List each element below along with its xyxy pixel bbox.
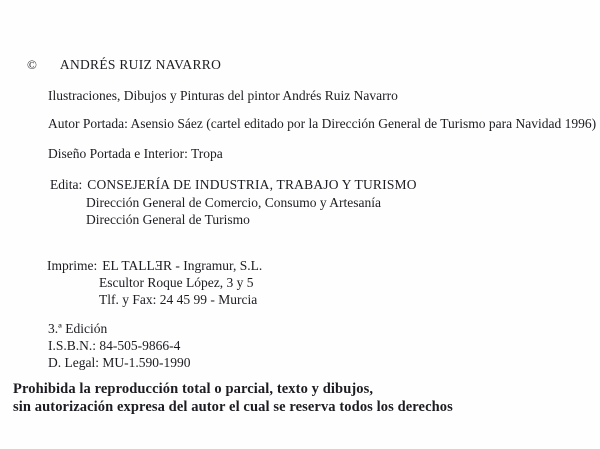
publisher-subline: Dirección General de Turismo bbox=[86, 212, 250, 227]
printer-phone-line: Tlf. y Fax: 24 45 99 - Murcia bbox=[99, 292, 258, 307]
copyright-line bbox=[27, 57, 221, 74]
design-credit-line: Diseño Portada e Interior: Tropa bbox=[48, 146, 223, 161]
publisher-line bbox=[50, 177, 417, 194]
cover-author-line: Autor Portada: Asensio Sáez (cartel editado por la Dirección General de Turismo para Navidad 1996) bbox=[48, 116, 597, 131]
publisher-name: CONSEJERÍA DE INDUSTRIA, TRABAJO Y TURISMO bbox=[87, 177, 417, 192]
isbn-line: I.S.B.N.: 84-505-9866-4 bbox=[48, 338, 181, 353]
printer-label: Imprime: bbox=[47, 258, 98, 273]
publisher-label: Edita: bbox=[50, 177, 83, 192]
publisher-subline: Dirección General de Comercio, Consumo y Artesanía bbox=[86, 195, 382, 210]
printer-address-line: Escultor Roque López, 3 y 5 bbox=[99, 275, 254, 290]
printer-name: EL TALLƎR - Ingramur, S.L. bbox=[102, 258, 263, 273]
rights-notice-line: sin autorización expresa del autor el cual se reserva todos los derechos bbox=[13, 399, 453, 415]
copyright-symbol: © bbox=[27, 57, 37, 72]
edition-line: 3.ª Edición bbox=[48, 321, 108, 336]
copyright-holder: ANDRÉS RUIZ NAVARRO bbox=[59, 57, 222, 72]
printer-line bbox=[47, 258, 262, 275]
legal-deposit-line: D. Legal: MU-1.590-1990 bbox=[48, 355, 191, 370]
rights-notice-line: Prohibida la reproducción total o parcial, texto y dibujos, bbox=[13, 381, 374, 397]
illustrations-credit-line: Ilustraciones, Dibujos y Pinturas del pintor Andrés Ruiz Navarro bbox=[48, 88, 398, 103]
